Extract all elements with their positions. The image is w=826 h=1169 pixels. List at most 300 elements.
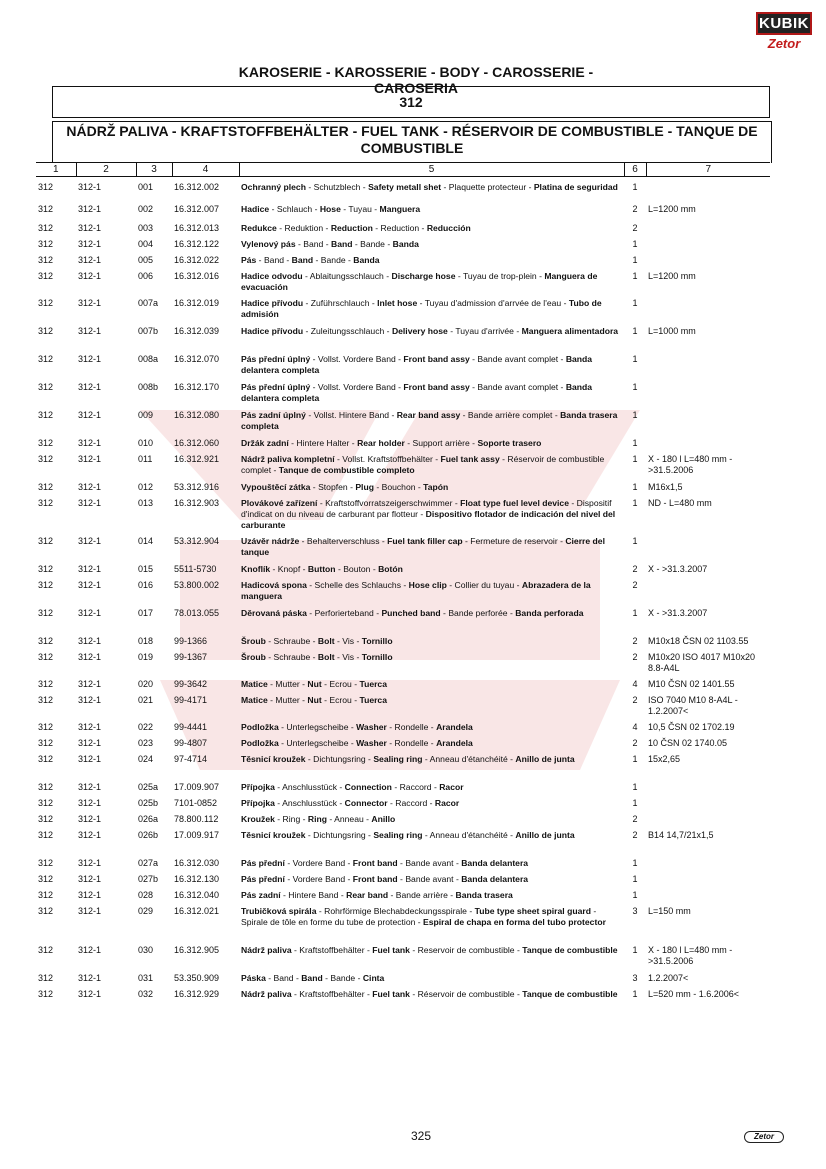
description-separator: - — [284, 254, 292, 265]
description-de: Behalterverschluss — [306, 535, 380, 546]
description-separator: - — [369, 297, 378, 308]
description-de: Knopf — [277, 563, 301, 574]
part-number-cell: 97-4714 — [174, 753, 208, 764]
subgroup-cell: 312-1 — [78, 889, 102, 900]
description-separator: - — [310, 651, 318, 662]
quantity-cell: 1 — [632, 297, 638, 308]
description-de: Hintere Halter — [296, 437, 350, 448]
group-cell: 312 — [38, 563, 54, 574]
description-cell — [239, 199, 624, 218]
group-cell: 312 — [38, 297, 54, 308]
part-number-cell: 53.350.909 — [174, 972, 220, 983]
description-fr: Vis — [342, 635, 355, 646]
description-de: Vollst. Kraftstoffbehälter — [342, 453, 433, 464]
description-fr: Reduction — [380, 222, 420, 233]
description-es: Tornillo — [361, 635, 393, 646]
column-header: 5 — [239, 163, 624, 177]
description-separator: - — [469, 437, 478, 448]
description-cell — [239, 250, 624, 266]
note-cell — [646, 177, 770, 199]
group-cell: 312 — [38, 944, 54, 955]
description-separator: - — [447, 325, 456, 336]
description-separator: - — [323, 238, 331, 249]
description-es: Banda — [353, 254, 380, 265]
table-row — [36, 869, 770, 885]
description-cz: Těsnicí kroužek — [241, 753, 306, 764]
description-fr: Bande — [360, 238, 385, 249]
column-header: 7 — [646, 163, 770, 177]
group-cell: 312 — [38, 381, 54, 392]
description-cz: Pás přední úplný — [241, 353, 311, 364]
table-row — [36, 777, 770, 793]
description-cell — [239, 603, 624, 631]
description-cell — [239, 674, 624, 690]
part-number-cell: 16.312.170 — [174, 381, 220, 392]
group-cell: 312 — [38, 635, 54, 646]
description-separator: - — [558, 353, 566, 364]
group-cell: 312 — [38, 694, 54, 705]
description-cz: Přípojka — [241, 797, 275, 808]
note-cell: L=1200 mm — [648, 203, 696, 214]
description-es: Cinta — [362, 972, 385, 983]
description-fr: Collier du tuyau — [454, 579, 515, 590]
position-cell: 025b — [138, 797, 159, 808]
quantity-cell: 1 — [632, 857, 638, 868]
part-number-cell: 16.312.122 — [174, 238, 220, 249]
description-cz: Šroub — [241, 651, 266, 662]
description-cell — [239, 717, 624, 733]
description-separator: - — [310, 635, 318, 646]
description-separator: - — [428, 737, 437, 748]
note-cell: ISO 7040 M10 8-A4L - 1.2.2007< — [648, 694, 738, 716]
description-en: Front band assy — [403, 381, 470, 392]
description-separator: - — [354, 635, 362, 646]
note-cell: B14 14,7/21x1,5 — [648, 829, 714, 840]
description-cell — [239, 984, 624, 1000]
description-separator: - — [415, 916, 424, 927]
note-cell — [646, 531, 770, 559]
description-en: Rear band — [346, 889, 389, 900]
description-fr: Raccord — [399, 781, 432, 792]
group-cell: 312 — [38, 889, 54, 900]
subgroup-cell: 312-1 — [78, 497, 102, 508]
description-separator: - — [384, 325, 392, 336]
part-number-cell: 16.312.016 — [174, 270, 220, 281]
description-cz: Nádrž paliva — [241, 988, 292, 999]
description-separator: - — [340, 203, 349, 214]
description-es: Dispositivo flotador de indicación del nivel del carburante — [241, 508, 616, 530]
position-cell: 007b — [138, 325, 159, 336]
table-row — [36, 825, 770, 853]
part-number-cell: 99-4171 — [174, 694, 208, 705]
description-separator: - — [305, 753, 314, 764]
table-row — [36, 733, 770, 749]
group-cell: 312 — [38, 353, 54, 364]
part-number-cell: 99-1367 — [174, 651, 208, 662]
description-fr: Bande avant complet — [477, 353, 559, 364]
group-cell: 312 — [38, 753, 54, 764]
description-es: Anillo — [371, 813, 396, 824]
description-separator: - — [278, 721, 287, 732]
description-de: Schraube — [273, 635, 311, 646]
quantity-cell: 1 — [632, 781, 638, 792]
description-separator: - — [347, 481, 356, 492]
description-es: Espiral de chapa en forma del tubo protector — [423, 916, 606, 927]
position-cell: 017 — [138, 607, 154, 618]
description-en: Hose — [319, 203, 341, 214]
description-separator: - — [302, 270, 310, 281]
description-cz: Pás — [241, 254, 257, 265]
subgroup-cell: 312-1 — [78, 813, 102, 824]
quantity-cell: 3 — [632, 972, 638, 983]
description-de: Zuleitungsschlauch — [310, 325, 385, 336]
position-cell: 002 — [138, 203, 154, 214]
description-separator: - — [291, 944, 300, 955]
position-cell: 025a — [138, 781, 159, 792]
description-separator: - — [422, 829, 430, 840]
quantity-cell: 2 — [632, 563, 638, 574]
description-de: Band — [263, 254, 285, 265]
description-cz: Knoflík — [241, 563, 271, 574]
note-cell — [646, 293, 770, 321]
description-separator: - — [274, 813, 283, 824]
description-fr: Bande — [330, 972, 356, 983]
description-fr: Fermeture de reservoir — [470, 535, 558, 546]
description-cell — [239, 493, 624, 531]
description-separator: - — [446, 579, 455, 590]
description-separator: - — [447, 889, 456, 900]
group-cell: 312 — [38, 222, 54, 233]
description-separator: - — [440, 607, 449, 618]
description-cz: Podložka — [241, 721, 279, 732]
description-cell — [239, 647, 624, 674]
description-en: Inlet hose — [377, 297, 418, 308]
group-cell: 312 — [38, 857, 54, 868]
description-es: Arandela — [436, 721, 473, 732]
part-number-cell: 16.312.022 — [174, 254, 220, 265]
quantity-cell: 1 — [632, 481, 638, 492]
part-number-cell: 17.009.917 — [174, 829, 220, 840]
description-cz: Pás přední úplný — [241, 381, 311, 392]
table-row — [36, 449, 770, 477]
subgroup-cell: 312-1 — [78, 721, 102, 732]
description-de: Vordere Band — [292, 857, 346, 868]
description-es: Tanque de combustible completo — [278, 464, 415, 475]
group-cell: 312 — [38, 453, 54, 464]
note-cell — [646, 405, 770, 433]
description-es: Banda perforada — [515, 607, 584, 618]
description-cz: Uzávěr nádrže — [241, 535, 300, 546]
part-number-cell: 16.312.039 — [174, 325, 220, 336]
description-separator: - — [460, 409, 468, 420]
description-cell — [239, 809, 624, 825]
part-number-cell: 17.009.907 — [174, 781, 220, 792]
note-cell: L=1200 mm — [648, 270, 696, 281]
quantity-cell: 2 — [632, 813, 638, 824]
logo-kubik-text: KUBIK — [756, 12, 812, 35]
part-number-cell: 16.312.921 — [174, 453, 220, 464]
description-de: Schraube — [273, 651, 311, 662]
description-fr: Raccord — [395, 797, 428, 808]
table-row — [36, 293, 770, 321]
description-de: Perforierteband — [314, 607, 374, 618]
description-cell — [239, 575, 624, 603]
description-en: Fuel tank — [372, 944, 410, 955]
subgroup-cell: 312-1 — [78, 873, 102, 884]
description-de: Anschlusstück — [282, 781, 338, 792]
quantity-cell: 4 — [632, 678, 638, 689]
description-separator: - — [303, 325, 311, 336]
description-es: Banda trasera — [455, 889, 513, 900]
description-en: Sealing ring — [373, 753, 423, 764]
subgroup-cell: 312-1 — [78, 944, 102, 955]
description-separator: - — [386, 721, 395, 732]
description-separator: - — [305, 409, 314, 420]
description-en: Nut — [307, 678, 322, 689]
position-cell: 029 — [138, 905, 154, 916]
subgroup-cell: 312-1 — [78, 905, 102, 916]
description-cell — [239, 266, 624, 293]
description-fr: Bande perforée — [448, 607, 508, 618]
description-cz: Matice — [241, 694, 268, 705]
description-en: Sealing ring — [373, 829, 423, 840]
table-header-row — [36, 163, 770, 177]
position-cell: 007a — [138, 297, 159, 308]
group-cell: 312 — [38, 182, 54, 192]
description-fr: Bouchon — [381, 481, 416, 492]
position-cell: 013 — [138, 497, 154, 508]
description-cell — [239, 405, 624, 433]
description-cz: Přípojka — [241, 781, 275, 792]
subgroup-cell: 312-1 — [78, 988, 102, 999]
position-cell: 012 — [138, 481, 154, 492]
description-separator: - — [288, 437, 297, 448]
description-separator: - — [561, 297, 569, 308]
description-fr: Support arrière — [412, 437, 470, 448]
group-title-box — [52, 121, 772, 163]
description-de: Vollst. Vordere Band — [317, 381, 396, 392]
description-separator: - — [349, 437, 358, 448]
description-separator: - — [514, 944, 523, 955]
description-separator: - — [499, 453, 508, 464]
position-cell: 016 — [138, 579, 154, 590]
description-separator: - — [300, 813, 308, 824]
quantity-cell: 2 — [632, 222, 638, 233]
group-cell: 312 — [38, 607, 54, 618]
description-separator: - — [334, 453, 343, 464]
note-cell: L=150 mm — [648, 905, 691, 916]
description-fr: Spirale de tôle en forme du tube de protection — [241, 916, 416, 927]
description-cz: Pás přední — [241, 873, 285, 884]
description-es: Manguera — [379, 203, 421, 214]
description-separator: - — [321, 678, 330, 689]
description-separator: - — [514, 579, 522, 590]
description-separator: - — [322, 972, 331, 983]
group-number-box — [52, 86, 770, 118]
part-number-cell: 16.312.929 — [174, 988, 220, 999]
description-de: Reduktion — [284, 222, 324, 233]
subgroup-cell: 312-1 — [78, 753, 102, 764]
note-cell: 1.2.2007< — [648, 972, 689, 983]
note-cell: 10,5 ČSN 02 1702.19 — [648, 721, 735, 732]
quantity-cell: 1 — [632, 797, 638, 808]
description-separator: - — [466, 905, 475, 916]
table-row — [36, 531, 770, 559]
description-en: Connector — [344, 797, 388, 808]
description-fr: Bande avant complet — [477, 381, 559, 392]
description-en: Fuel tank filler cap — [387, 535, 463, 546]
description-es: Banda delantera — [461, 857, 529, 868]
description-separator: - — [271, 464, 279, 475]
note-cell: L=1000 mm — [648, 325, 696, 336]
description-separator: - — [337, 797, 345, 808]
description-en: Float type fuel level device — [460, 497, 569, 508]
description-fr: Anneau — [334, 813, 364, 824]
description-separator: - — [323, 222, 331, 233]
quantity-cell: 1 — [632, 944, 638, 955]
description-de: Band — [303, 238, 324, 249]
table-row — [36, 433, 770, 449]
description-cz: Kroužek — [241, 813, 275, 824]
position-cell: 026b — [138, 829, 159, 840]
table-row — [36, 266, 770, 293]
description-cz: Hadice — [241, 203, 270, 214]
table-row — [36, 809, 770, 825]
table-row — [36, 603, 770, 631]
description-cz: Těsnicí kroužek — [241, 829, 306, 840]
table-row — [36, 234, 770, 250]
group-cell: 312 — [38, 873, 54, 884]
description-separator: - — [395, 381, 404, 392]
description-fr: Bande arrière — [395, 889, 448, 900]
description-de: Kraftstoffbehälter — [299, 944, 365, 955]
description-es: Tornillo — [361, 651, 393, 662]
subgroup-cell: 312-1 — [78, 651, 102, 662]
group-cell: 312 — [38, 678, 54, 689]
table-row — [36, 199, 770, 218]
note-cell: L=520 mm - 1.6.2006< — [648, 988, 740, 999]
description-separator: - — [274, 797, 283, 808]
description-cz: Hadice přívodu — [241, 297, 304, 308]
description-cz: Matice — [241, 678, 268, 689]
position-cell: 010 — [138, 437, 154, 448]
note-cell — [646, 218, 770, 234]
table-row — [36, 717, 770, 733]
quantity-cell: 1 — [632, 535, 638, 546]
position-cell: 020 — [138, 678, 154, 689]
description-de: Band — [273, 972, 294, 983]
table-row — [36, 647, 770, 674]
position-cell: 005 — [138, 254, 154, 265]
description-separator: - — [389, 409, 397, 420]
description-cell — [239, 559, 624, 575]
description-es: Banda delantera completa — [241, 353, 593, 375]
subgroup-cell: 312-1 — [78, 297, 102, 308]
description-es: Botón — [378, 563, 403, 574]
description-separator: - — [267, 694, 276, 705]
description-separator: - — [312, 203, 320, 214]
part-number-cell: 53.312.916 — [174, 481, 220, 492]
quantity-cell: 1 — [632, 607, 638, 618]
quantity-cell: 1 — [632, 353, 638, 364]
description-separator: - — [345, 254, 354, 265]
description-separator: - — [557, 535, 566, 546]
description-cell — [239, 853, 624, 869]
description-separator: - — [267, 678, 276, 689]
column-header: 1 — [36, 163, 76, 177]
table-row — [36, 885, 770, 901]
description-de: Hintere Band — [288, 889, 339, 900]
subgroup-cell: 312-1 — [78, 353, 102, 364]
description-separator: - — [299, 678, 308, 689]
description-en: Bolt — [317, 651, 335, 662]
description-de: Schlauch — [276, 203, 313, 214]
description-de: Vollst. Vordere Band — [317, 353, 396, 364]
quantity-cell: 2 — [632, 737, 638, 748]
description-separator: - — [316, 905, 325, 916]
description-separator: - — [354, 651, 362, 662]
description-separator: - — [352, 238, 361, 249]
description-cell — [239, 825, 624, 853]
description-es: Banda delantera — [461, 873, 529, 884]
description-separator: - — [453, 857, 462, 868]
description-separator: - — [391, 781, 400, 792]
note-cell: 15x2,65 — [648, 753, 681, 764]
description-fr: Réservoir de combustible — [417, 988, 515, 999]
table-row — [36, 690, 770, 717]
description-en: Discharge hose — [391, 270, 456, 281]
quantity-cell: 2 — [632, 651, 638, 662]
description-separator: - — [404, 437, 413, 448]
part-number-cell: 16.312.130 — [174, 873, 220, 884]
description-fr: Vis — [342, 651, 355, 662]
subgroup-cell: 312-1 — [78, 535, 102, 546]
position-cell: 015 — [138, 563, 154, 574]
description-separator: - — [417, 297, 425, 308]
description-de: Kraftstoffvorratszeigerschwimmer — [325, 497, 453, 508]
description-separator: - — [462, 535, 471, 546]
description-separator: - — [536, 270, 545, 281]
note-cell — [646, 433, 770, 449]
description-separator: - — [256, 254, 264, 265]
description-fr: Tuyau de trop-plein — [462, 270, 537, 281]
description-separator: - — [305, 829, 314, 840]
description-fr: Bande avant — [405, 873, 454, 884]
description-cz: Držák zadní — [241, 437, 289, 448]
description-de: Unterlegscheibe — [286, 721, 349, 732]
description-es: Banda — [392, 238, 419, 249]
quantity-cell: 3 — [632, 905, 638, 916]
description-es: Tubo de admisión — [241, 297, 602, 319]
description-de: Anschlusstück — [282, 797, 338, 808]
subgroup-cell: 312-1 — [78, 797, 102, 808]
part-number-cell: 99-4441 — [174, 721, 208, 732]
description-fr: Rondelle — [394, 737, 429, 748]
description-cell — [239, 449, 624, 477]
description-cz: Hadicová spona — [241, 579, 307, 590]
description-de: Ring — [282, 813, 301, 824]
description-separator: - — [397, 873, 406, 884]
group-cell: 312 — [38, 721, 54, 732]
description-es: Tuerca — [359, 694, 387, 705]
quantity-cell: 2 — [632, 694, 638, 705]
description-es: Manguera de evacuación — [241, 270, 598, 292]
note-cell: 10 ČSN 02 1740.05 — [648, 737, 728, 748]
note-cell: M10x20 ISO 4017 M10x20 8.8-A4L — [648, 651, 756, 673]
description-cell — [239, 218, 624, 234]
description-separator: - — [452, 497, 461, 508]
table-row — [36, 349, 770, 377]
